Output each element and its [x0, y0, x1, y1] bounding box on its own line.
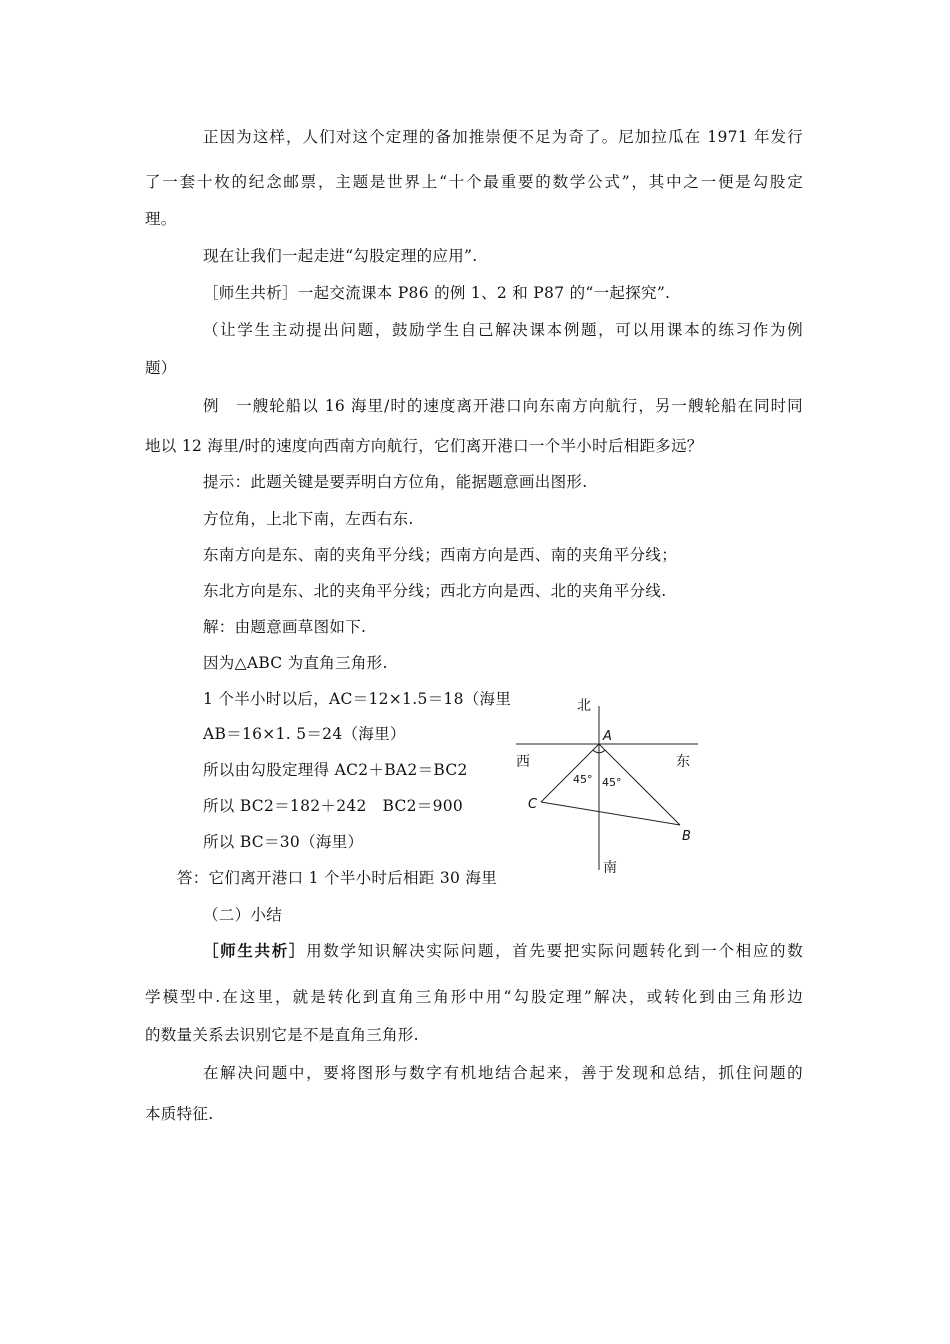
closing-line1: 在解决问题中，要将图形与数字有机地结合起来，善于发现和总结，抓住问题的: [203, 1064, 803, 1082]
example-line1: 例 一艘轮船以 16 海里/时的速度离开港口向东南方向航行，另一艘轮船在同时同: [203, 397, 803, 415]
south-label: 南: [603, 860, 617, 876]
west-label: 西: [516, 754, 530, 770]
angle-right-label: 45°: [602, 776, 622, 789]
hint-line: 提示：此题关键是要弄明白方位角，能据题意画出图形.: [203, 473, 588, 491]
point-a-label: A: [603, 729, 612, 744]
solution-line: AB＝16×1. 5＝24（海里）: [203, 725, 406, 743]
hint-line: 方位角，上北下南，左西右东.: [203, 510, 414, 528]
point-c-label: C: [528, 797, 538, 812]
note-line2: 题）: [145, 359, 177, 377]
para1-line2: 了一套十枚的纪念邮票，主题是世界上“十个最重要的数学公式”，其中之一便是勾股定: [145, 173, 803, 191]
solution-line: 解：由题意画草图如下.: [203, 618, 367, 636]
summary-line2: 学模型中.在这里，就是转化到直角三角形中用“勾股定理”解决，或转化到由三角形边: [145, 988, 803, 1006]
para1-line3: 理。: [145, 210, 177, 228]
example-line2: 地以 12 海里/时的速度向西南方向航行，它们离开港口一个半小时后相距多远？: [145, 437, 703, 455]
direction-diagram: [512, 690, 702, 880]
solution-line: 因为△ABC 为直角三角形.: [203, 654, 388, 672]
solution-line: 所以 BC＝30（海里）: [203, 833, 364, 851]
angle-left-label: 45°: [573, 773, 593, 786]
east-label: 东: [676, 754, 690, 770]
intro-line: 现在让我们一起走进“勾股定理的应用”.: [203, 247, 478, 265]
hint-line: 东北方向是东、北的夹角平分线；西北方向是西、北的夹角平分线.: [203, 582, 667, 600]
point-b-label: B: [682, 829, 691, 844]
note-line1: （让学生主动提出问题，鼓励学生自己解决课本例题，可以用课本的练习作为例: [203, 321, 803, 339]
north-label: 北: [577, 698, 591, 714]
para1-line1: 正因为这样，人们对这个定理的备加推崇便不足为奇了。尼加拉瓜在 1971 年发行: [203, 128, 803, 146]
hint-line: 东南方向是东、南的夹角平分线；西南方向是西、南的夹角平分线；: [203, 546, 678, 564]
summary-line1-text: 用数学知识解决实际问题，首先要把实际问题转化到一个相应的数: [306, 942, 803, 960]
segment-cb: [541, 802, 680, 825]
closing-line2: 本质特征.: [145, 1105, 214, 1123]
solution-line: 所以 BC2＝182＋242 BC2＝900: [203, 797, 464, 815]
solution-line: 所以由勾股定理得 AC2＋BA2＝BC2: [203, 761, 468, 779]
summary-line3: 的数量关系去识别它是不是直角三角形.: [145, 1026, 419, 1044]
solution-line: 1 个半小时以后，AC＝12×1.5＝18（海里: [203, 690, 512, 708]
analysis-line: ［师生共析］一起交流课本 P86 的例 1、2 和 P87 的“一起探究”.: [203, 284, 671, 302]
summary-heading: （二）小结: [203, 906, 283, 924]
summary-line1: [203, 941, 803, 961]
answer-line: 答：它们离开港口 1 个半小时后相距 30 海里: [177, 869, 497, 887]
summary-tag: ［师生共析］: [203, 941, 307, 960]
